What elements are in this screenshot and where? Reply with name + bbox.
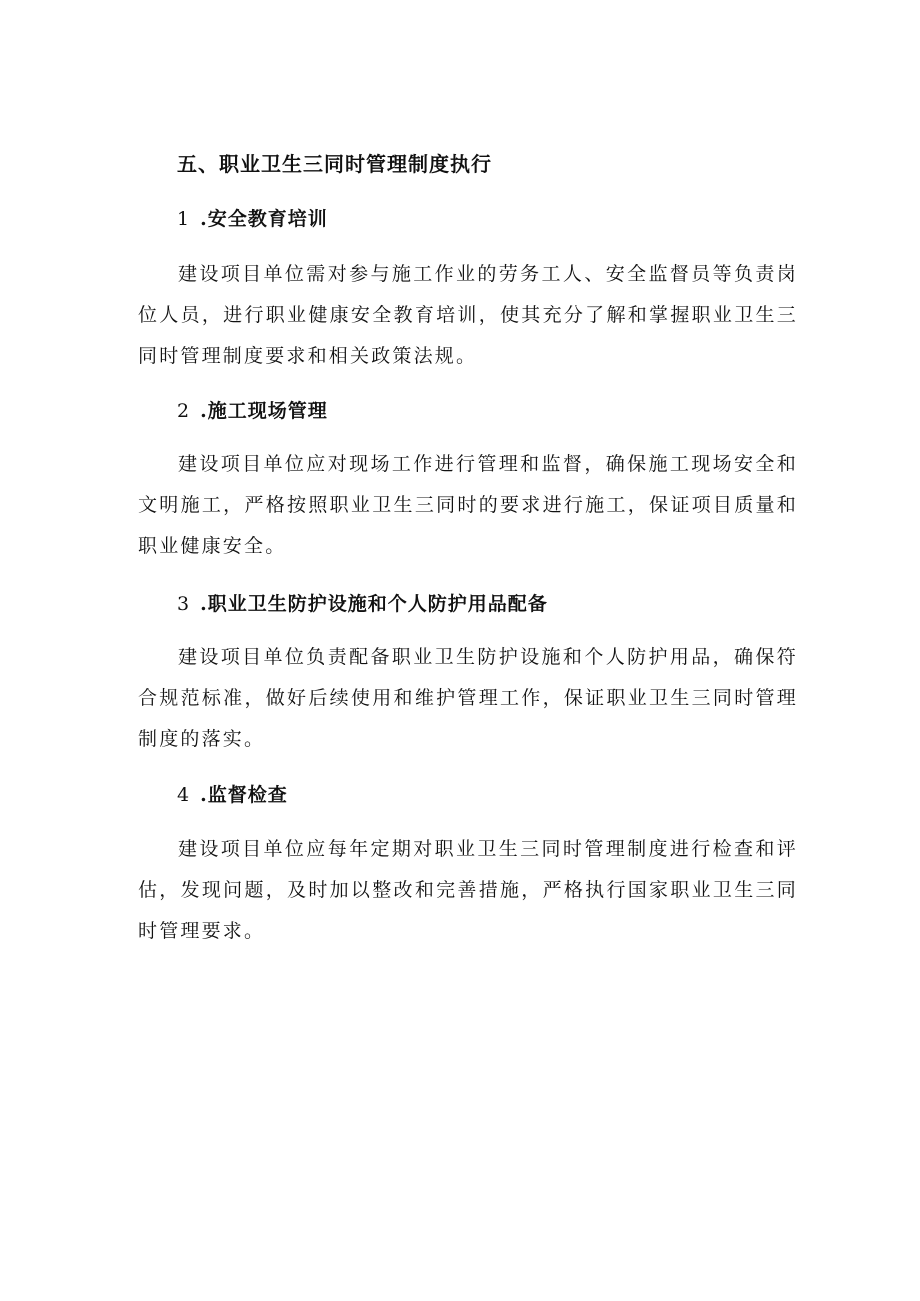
paragraph-2: 建设项目单位应对现场工作进行管理和监督，确保施工现场安全和文明施工，严格按照职业卫生三同时的要求进行施工，保证项目质量和职业健康安全。 <box>138 453 798 557</box>
subheading-2 <box>177 395 328 427</box>
subheading-text: .安全教育培训 <box>200 208 328 230</box>
paragraph-4: 建设项目单位应每年定期对职业卫生三同时管理制度进行检查和评估，发现问题，及时加以整改和完善措施，严格执行国家职业卫生三同时管理要求。 <box>138 838 798 942</box>
subheading-4 <box>177 779 288 811</box>
subheading-text: .职业卫生防护设施和个人防护用品配备 <box>200 593 548 615</box>
subheading-number: 4 <box>177 784 191 806</box>
subheading-text: .监督检查 <box>200 784 288 806</box>
subheading-3 <box>177 588 548 620</box>
section-title: 五、职业卫生三同时管理制度执行 <box>177 152 492 176</box>
subheading-number: 2 <box>177 400 191 422</box>
subheading-number: 3 <box>177 593 191 615</box>
subheading-text: .施工现场管理 <box>200 400 328 422</box>
subheading-1 <box>177 203 328 235</box>
subheading-number: 1 <box>177 208 191 230</box>
paragraph-3: 建设项目单位负责配备职业卫生防护设施和个人防护用品，确保符合规范标准，做好后续使用和维护管理工作，保证职业卫生三同时管理制度的落实。 <box>138 646 798 750</box>
paragraph-1: 建设项目单位需对参与施工作业的劳务工人、安全监督员等负责岗位人员，进行职业健康安全教育培训，使其充分了解和掌握职业卫生三同时管理制度要求和相关政策法规。 <box>138 263 798 367</box>
